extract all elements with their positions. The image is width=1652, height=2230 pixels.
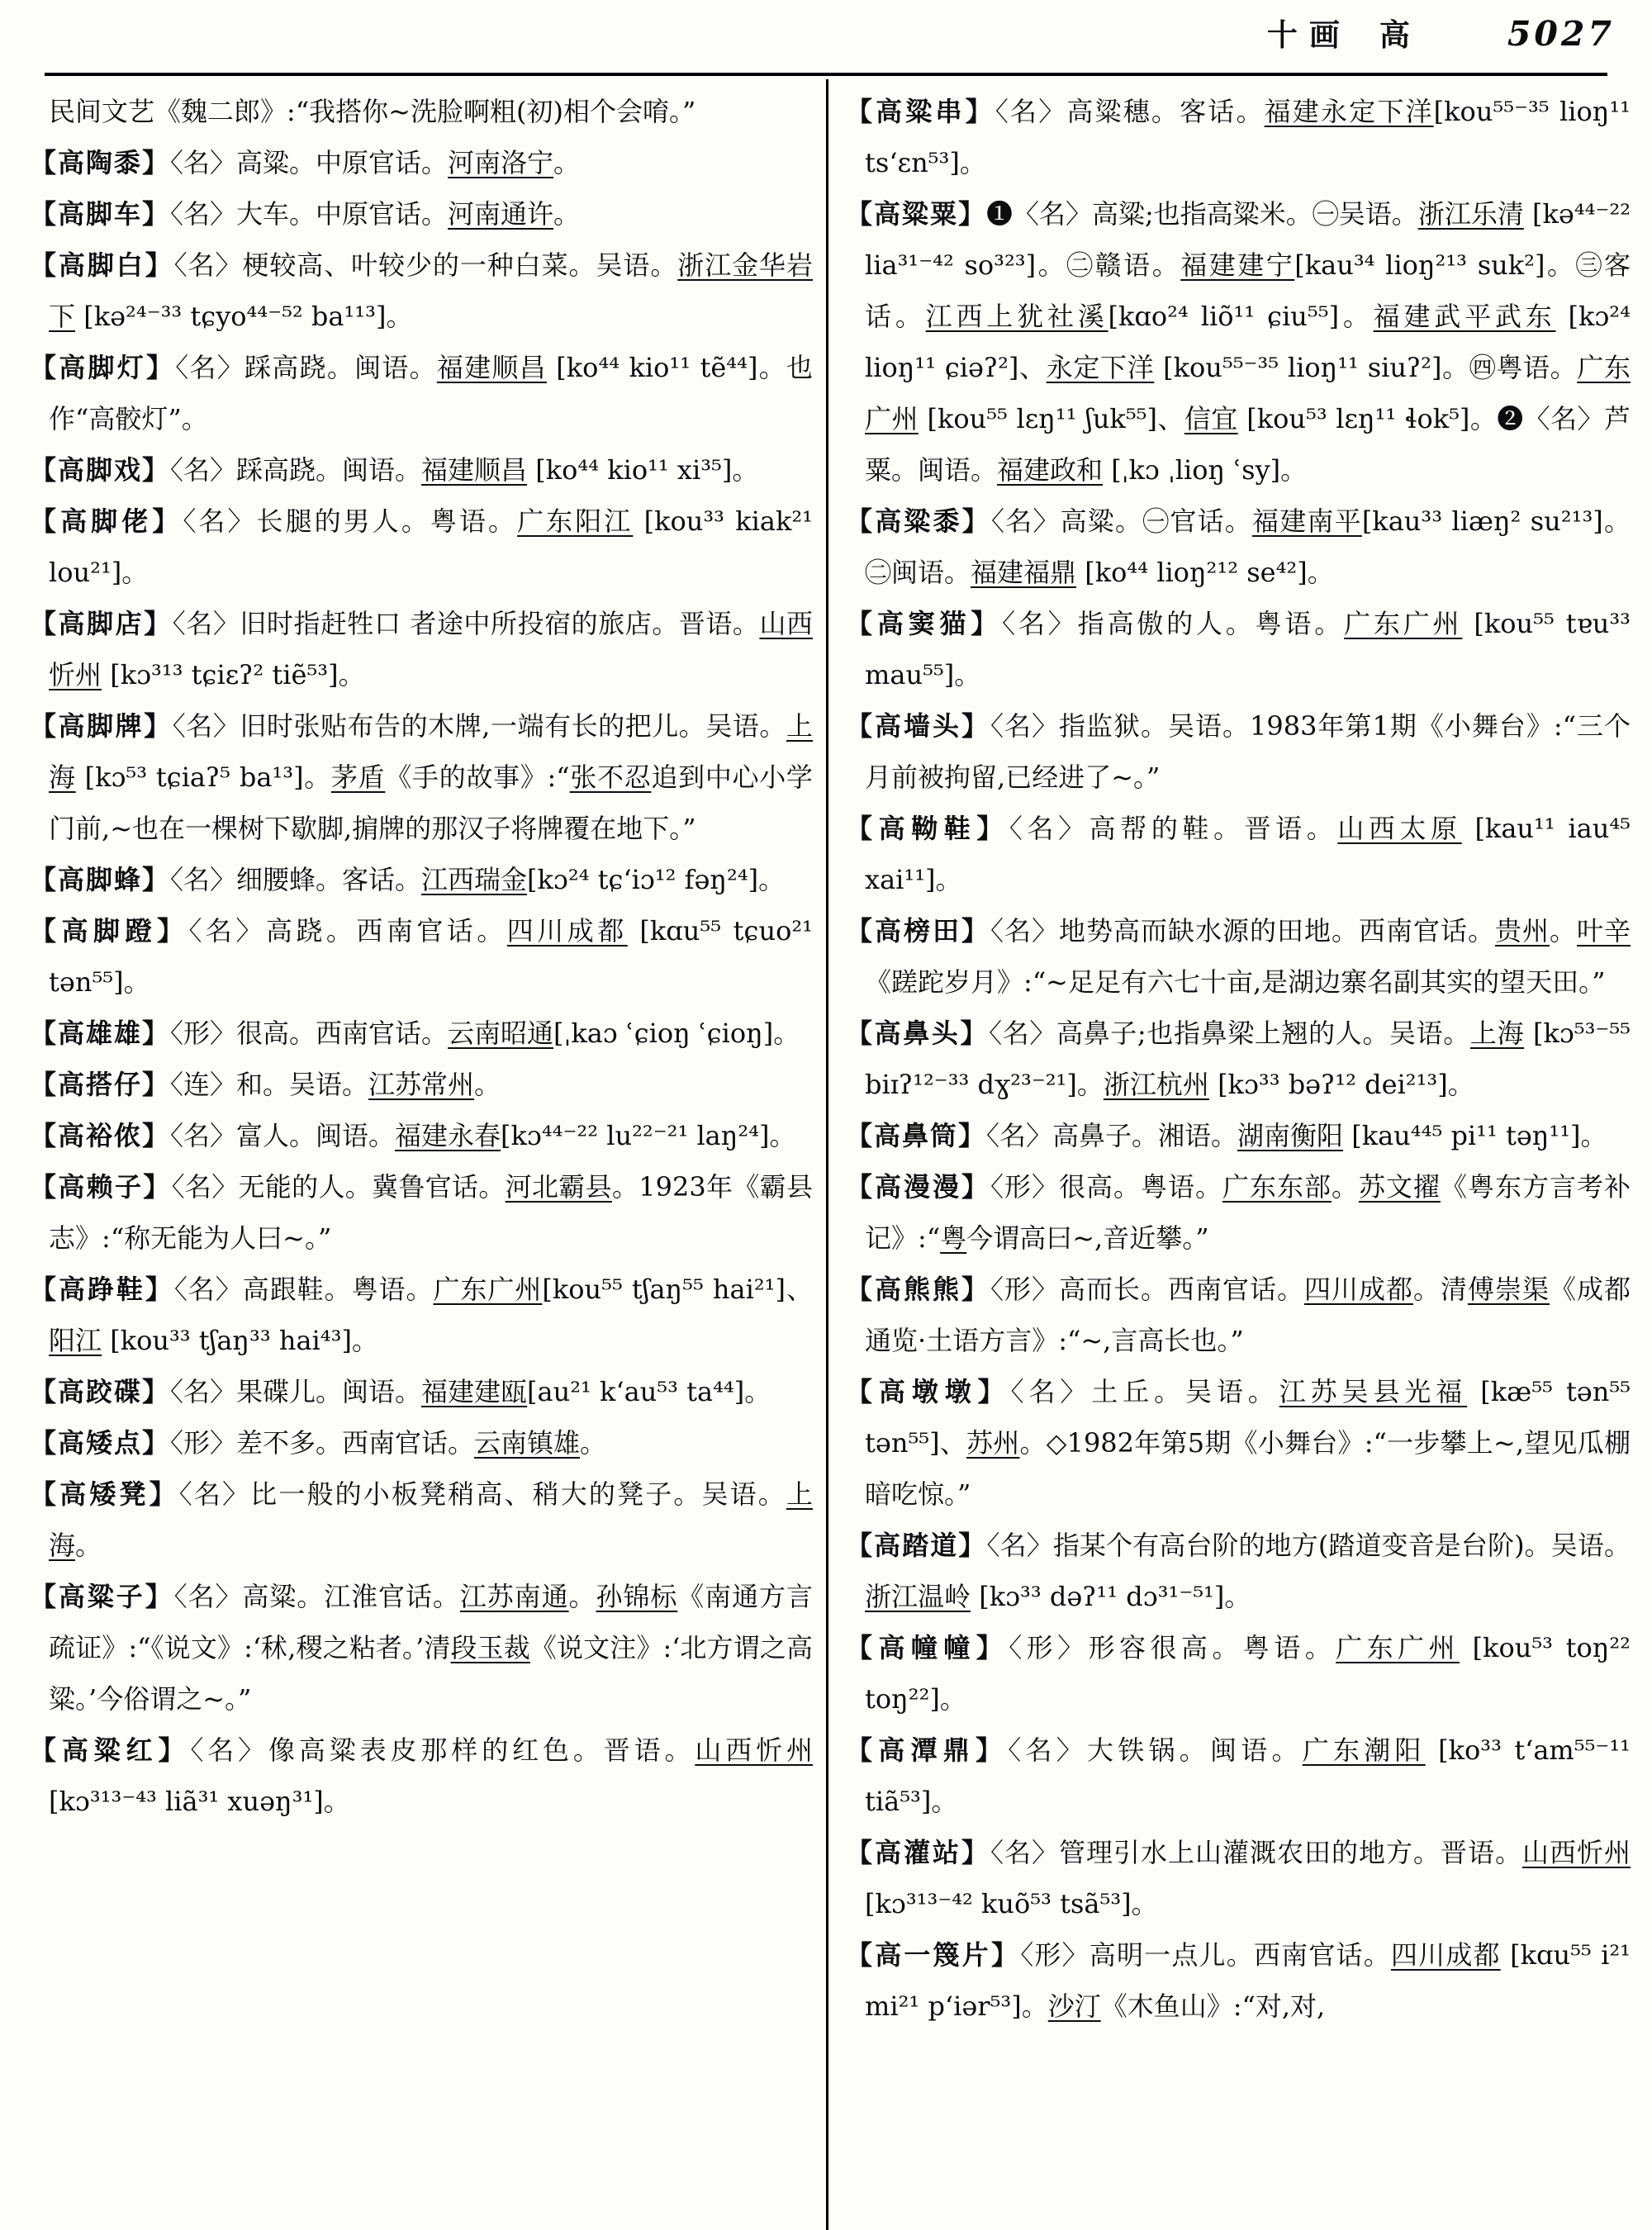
entry-body: 〈名〉果碟儿。闽语。福建建瓯[au²¹ k‘au⁵³ ta⁴⁴]。 xyxy=(170,1376,771,1407)
dictionary-entry xyxy=(846,1161,1631,1264)
entry-body: 〈名〉高帮的鞋。晋语。山西太原 [kau¹¹ iau⁴⁵ xai¹¹]。 xyxy=(865,813,1631,895)
entry-headword: 【高粱黍】 xyxy=(846,505,991,537)
entry-headword: 【高粱串】 xyxy=(846,96,995,127)
entry-headword: 【高墙头】 xyxy=(846,710,991,742)
entry-body: 〈名〉土丘。吴语。江苏吴县光福 [kæ⁵⁵ tən⁵⁵ tən⁵⁵]、苏州。◇1982年第5期《小舞台》:“一步攀上~,望见瓜棚暗吃惊。” xyxy=(865,1376,1631,1510)
entry-continuation: 民间文艺《魏二郎》:“我搭你~洗脸啊粗(初)相个会唷。” xyxy=(49,96,696,127)
dictionary-entry xyxy=(30,1161,813,1264)
entry-headword: 【高窦猫】 xyxy=(846,608,1003,639)
entry-headword: 【高脚牌】 xyxy=(30,710,173,742)
entry-body: 〈名〉高跷。西南官话。四川成都 [kɑu⁵⁵ tɕuo²¹ tən⁵⁵]。 xyxy=(49,915,813,998)
entry-body: 〈名〉高粱。江淮官话。江苏南通。孙锦标《南通方言疏证》:“《说文》:‘秫,稷之粘者。’清段玉裁《说文注》:‘北方谓之高粱。’今俗谓之~。” xyxy=(49,1581,813,1715)
entry-headword: 【高脚灯】 xyxy=(30,352,176,383)
entry-headword: 【高榜田】 xyxy=(846,915,990,947)
entry-body: 〈名〉地势高而缺水源的田地。西南官话。贵州。叶辛《蹉跎岁月》:“~足足有六七十亩,是湖边寨名副其实的望天田。” xyxy=(865,915,1631,998)
dictionary-entry xyxy=(846,700,1631,803)
entry-headword: 【高脚车】 xyxy=(30,198,171,230)
entry-headword: 【高裕侬】 xyxy=(30,1120,171,1151)
dictionary-entry xyxy=(846,803,1631,905)
dictionary-entry xyxy=(846,1725,1631,1827)
dictionary-entry xyxy=(30,905,813,1008)
entry-body: 〈形〉很高。粤语。广东东部。苏文擢《粤东方言考补记》:“粤今谓高曰~,音近攀。” xyxy=(865,1171,1631,1254)
entry-headword: 【高鼻筒】 xyxy=(846,1120,987,1151)
entry-body: 〈名〉细腰蜂。客话。江西瑞金[kɔ²⁴ tɕ‘iɔ¹² fəŋ²⁴]。 xyxy=(170,864,786,895)
entry-body: 〈名〉梗较高、叶较少的一种白菜。吴语。浙江金华岩下 [kə²⁴⁻³³ tɕyo⁴⁴⁻⁵² ba¹¹³]。 xyxy=(49,249,813,332)
entry-headword: 【高幢幢】 xyxy=(846,1632,1009,1663)
dictionary-entry xyxy=(30,598,813,700)
entry-body: 〈名〉高鼻子。湘语。湖南衡阳 [kau⁴⁴⁵ pi¹¹ təŋ¹¹]。 xyxy=(986,1120,1607,1151)
dictionary-entry xyxy=(846,905,1631,1008)
entry-body: 〈名〉大车。中原官话。河南通许。 xyxy=(170,198,581,230)
dictionary-entry xyxy=(30,137,813,188)
dictionary-entry xyxy=(30,854,813,905)
dictionary-entry xyxy=(846,188,1631,496)
entry-body: 〈名〉高鼻子;也指鼻梁上翘的人。吴语。上海 [kɔ⁵³⁻⁵⁵ biɪʔ¹²⁻³³ dɣ²³⁻²¹]。浙江杭州 [kɔ³³ bəʔ¹² dei²¹³]。 xyxy=(865,1018,1631,1100)
dictionary-entry xyxy=(30,1417,813,1468)
right-column xyxy=(846,86,1631,2225)
dictionary-entry xyxy=(846,1008,1631,1110)
dictionary-entry xyxy=(846,1520,1631,1622)
dictionary-entry xyxy=(30,1725,813,1827)
dictionary-entry xyxy=(846,1827,1631,1929)
entry-body: 〈名〉像高粱表皮那样的红色。晋语。山西忻州 [kɔ³¹³⁻⁴³ liã³¹ xuəŋ³¹]。 xyxy=(49,1734,813,1817)
entry-headword: 【高矮凳】 xyxy=(30,1478,179,1510)
entry-body: 〈名〉高粱穗。客话。福建永定下洋[kou⁵⁵⁻³⁵ lioŋ¹¹ ts‘ɛn⁵³]。 xyxy=(865,96,1631,178)
dictionary-entry xyxy=(846,1929,1631,2032)
dictionary-entry xyxy=(846,496,1631,598)
entry-headword: 【高一篾片】 xyxy=(846,1939,1021,1971)
dictionary-entry xyxy=(30,1008,813,1059)
dictionary-entry xyxy=(30,1366,813,1417)
dictionary-entry xyxy=(846,1622,1631,1725)
dictionary-entry xyxy=(30,1059,813,1110)
entry-body: 〈名〉管理引水上山灌溉农田的地方。晋语。山西忻州 [kɔ³¹³⁻⁴² kuõ⁵³ tsã⁵³]。 xyxy=(865,1837,1631,1919)
dictionary-entry xyxy=(30,342,813,444)
dictionary-entry xyxy=(30,496,813,598)
entry-body: 〈形〉形容很高。粤语。广东广州 [kou⁵³ toŋ²² toŋ²²]。 xyxy=(865,1632,1631,1715)
radical-heading: 高 xyxy=(1379,17,1410,53)
entry-body: 〈形〉很高。西南官话。云南昭通[ˌkaɔ ʿɕioŋ ʿɕioŋ]。 xyxy=(170,1018,800,1049)
entry-body: 〈形〉高明一点儿。西南官话。四川成都 [kɑu⁵⁵ i²¹ mi²¹ p‘iər⁵³]。沙汀《木鱼山》:“对,对, xyxy=(865,1939,1631,2022)
dictionary-entry xyxy=(30,1264,813,1366)
entry-headword: 【高脚蜂】 xyxy=(30,864,171,895)
dictionary-entry xyxy=(30,1571,813,1725)
dictionary-entry xyxy=(30,240,813,342)
entry-headword: 【高脚蹬】 xyxy=(30,915,189,947)
entry-body: 〈名〉踩高跷。闽语。福建顺昌 [ko⁴⁴ kio¹¹ tẽ⁴⁴]。也作“高骹灯”。 xyxy=(49,352,813,434)
entry-body: 〈名〉踩高跷。闽语。福建顺昌 [ko⁴⁴ kio¹¹ xi³⁵]。 xyxy=(170,454,759,486)
entry-headword: 【高粱子】 xyxy=(30,1581,174,1612)
entry-headword: 【高粱粟】 xyxy=(846,198,987,230)
entry-headword: 【高粱红】 xyxy=(30,1734,191,1766)
entry-headword: 【高脚店】 xyxy=(30,608,173,639)
entry-body: 〈名〉长腿的男人。粤语。广东阳江 [kou³³ kiak²¹ lou²¹]。 xyxy=(49,505,813,588)
entry-headword: 【高鼻头】 xyxy=(846,1018,990,1049)
entry-headword: 【高雄雄】 xyxy=(30,1018,171,1049)
left-column xyxy=(30,86,813,2225)
dictionary-entry xyxy=(30,188,813,240)
entry-headword: 【高靿鞋】 xyxy=(846,813,1009,844)
entry-headword: 【高矮点】 xyxy=(30,1427,171,1459)
entry-body: 〈形〉高而长。西南官话。四川成都。清傅崇渠《成都通览·土语方言》:“~,言高长也。” xyxy=(865,1274,1631,1356)
entry-headword: 【高熊熊】 xyxy=(846,1274,990,1305)
entry-headword: 【高灌站】 xyxy=(846,1837,990,1868)
top-rule xyxy=(45,73,1607,76)
dictionary-entry xyxy=(846,1366,1631,1520)
dictionary-entry xyxy=(846,1264,1631,1366)
entry-headword: 【高踭鞋】 xyxy=(30,1274,174,1305)
entry-body: 〈名〉无能的人。冀鲁官话。河北霸县。1923年《霸县志》:“称无能为人曰~。” xyxy=(49,1171,813,1254)
page-number: 5027 xyxy=(1507,14,1615,54)
entry-body: 〈名〉比一般的小板凳稍高、稍大的凳子。吴语。上海。 xyxy=(49,1478,813,1561)
page-header xyxy=(0,10,1615,55)
entry-headword: 【高脚佬】 xyxy=(30,505,183,537)
entry-headword: 【高跤碟】 xyxy=(30,1376,171,1407)
entry-headword: 【高踏道】 xyxy=(846,1530,987,1561)
entry-body: ❶〈名〉高粱;也指高粱米。㊀吴语。浙江乐清 [kə⁴⁴⁻²² lia³¹⁻⁴² so³²³]。㊁赣语。福建建宁[kau³⁴ lioŋ²¹³ suk²]。㊂客话。江西上犹社溪[kɑo²⁴ liõ¹¹ ɕiu⁵⁵]。福建武平武东 [kɔ²⁴ lioŋ¹¹ ɕiəʔ²]、永定下洋 [kou⁵⁵⁻³⁵ lioŋ¹¹ siuʔ²]。㊃粤语。广东广州 [kou⁵⁵ lɛŋ¹¹ ʃuk⁵⁵]、信宜 [kou⁵³ lɛŋ¹¹ ɬok⁵]。❷〈名〉芦粟。闽语。福建政和 [ˌkɔ ˌlioŋ ʿsy]。 xyxy=(865,198,1631,486)
entry-body: 〈名〉高粱。中原官话。河南洛宁。 xyxy=(170,147,581,178)
entry-body: 〈名〉高跟鞋。粤语。广东广州[kou⁵⁵ tʃaŋ⁵⁵ hai²¹]、阳江 [kou³³ tʃaŋ³³ hai⁴³]。 xyxy=(49,1274,813,1356)
dictionary-entry xyxy=(846,598,1631,700)
entry-headword: 【高陶黍】 xyxy=(30,147,171,178)
entry-body: 〈名〉旧时指赶牲口 者途中所投宿的旅店。晋语。山西忻州 [kɔ³¹³ tɕiɛʔ² tiẽ⁵³]。 xyxy=(49,608,813,690)
entry-headword: 【高赖子】 xyxy=(30,1171,172,1203)
entry-headword: 【高墩墩】 xyxy=(846,1376,1011,1407)
dictionary-entry xyxy=(30,1110,813,1161)
entry-headword: 【高脚白】 xyxy=(30,249,174,281)
entry-headword: 【高漫漫】 xyxy=(846,1171,990,1203)
dictionary-entry xyxy=(846,86,1631,188)
stroke-section-heading: 十画 xyxy=(1266,17,1351,53)
entry-headword: 【高潭鼎】 xyxy=(846,1734,1009,1766)
dictionary-entry xyxy=(30,444,813,496)
entry-body: 〈名〉大铁锅。闽语。广东潮阳 [ko³³ t‘am⁵⁵⁻¹¹ tiã⁵³]。 xyxy=(865,1734,1631,1817)
entry-headword: 【高脚戏】 xyxy=(30,454,171,486)
entry-body: 〈名〉富人。闽语。福建永春[kɔ⁴⁴⁻²² lu²²⁻²¹ laŋ²⁴]。 xyxy=(170,1120,796,1151)
entry-body: 〈名〉指某个有高台阶的地方(踏道变音是台阶)。吴语。浙江温岭 [kɔ³³ dəʔ¹¹ dɔ³¹⁻⁵¹]。 xyxy=(865,1530,1631,1612)
entry-body: 〈名〉高粱。㊀官话。福建南平[kau³³ liæŋ² su²¹³]。㊁闽语。福建福鼎 [ko⁴⁴ lioŋ²¹² se⁴²]。 xyxy=(865,505,1631,588)
entry-headword: 【高搭仔】 xyxy=(30,1069,171,1100)
dictionary-entry xyxy=(30,700,813,854)
entry-body: 〈形〉差不多。西南官话。云南镇雄。 xyxy=(170,1427,607,1459)
entry-body: 〈名〉指监狱。吴语。1983年第1期《小舞台》:“三个月前被拘留,已经进了~。” xyxy=(865,710,1631,793)
dictionary-entry xyxy=(846,1110,1631,1161)
entry-body: 〈名〉旧时张贴布告的木牌,一端有长的把儿。吴语。上海 [kɔ⁵³ tɕiaʔ⁵ ba¹³]。茅盾《手的故事》:“张不忍追到中心小学门前,~也在一棵树下歇脚,掮牌的那汉子将牌覆在地下。” xyxy=(49,710,813,844)
dictionary-entry xyxy=(30,1468,813,1571)
column-divider xyxy=(826,79,828,2230)
entry-body: 〈连〉和。吴语。江苏常州。 xyxy=(170,1069,501,1100)
entry-body: 〈名〉指高傲的人。粤语。广东广州 [kou⁵⁵ tɐu³³ mau⁵⁵]。 xyxy=(865,608,1631,690)
